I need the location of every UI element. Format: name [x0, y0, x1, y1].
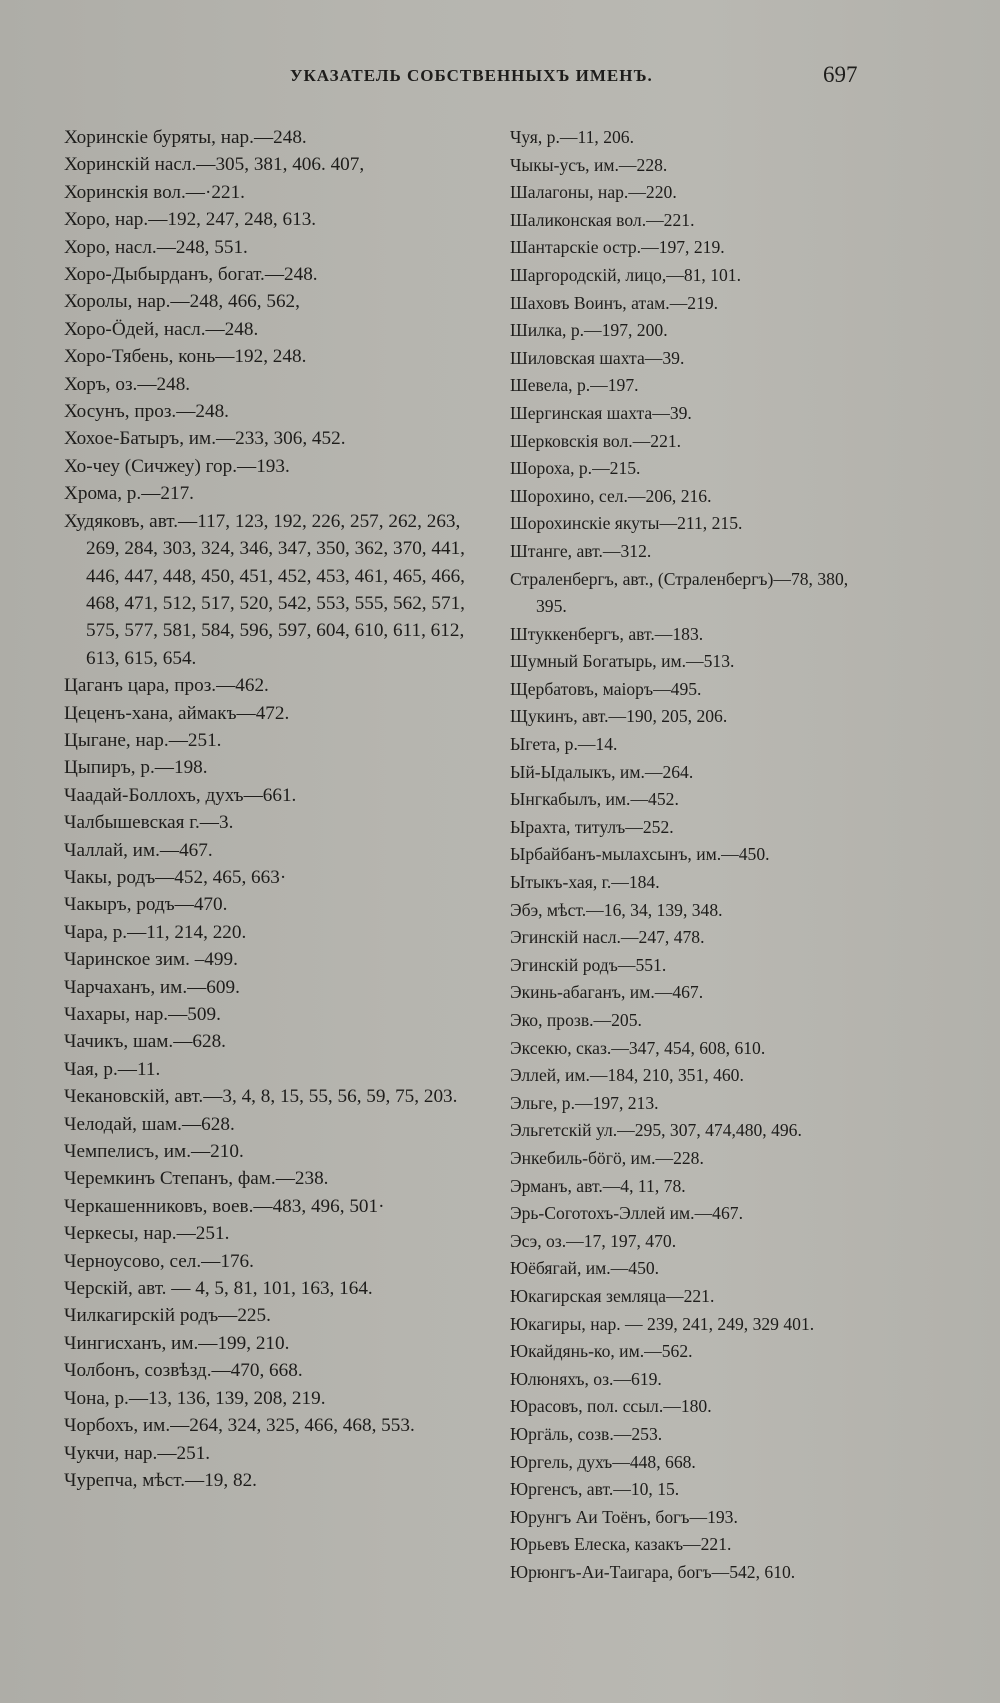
index-entry: Хоролы, нар.—248, 466, 562, [64, 291, 300, 313]
running-title: УКАЗАТЕЛЬ СОБСТВЕННЫХЪ ИМЕНЪ. [290, 66, 653, 85]
index-entry: Шантарскіе остр.—197, 219. [510, 237, 725, 258]
index-entry: Ынгкабылъ, им.—452. [510, 789, 679, 810]
index-entry: Хоро, насл.—248, 551. [64, 236, 248, 258]
index-entry: Чарчаханъ, им.—609. [64, 976, 240, 998]
index-entry: Черкашенниковъ, воев.—483, 496, 501· [64, 1195, 385, 1217]
index-entry: Чалбышевская г.—3. [64, 812, 234, 834]
index-entry: Юкагиры, нар. — 239, 241, 249, 329 401. [510, 1313, 815, 1334]
index-entry: Шергинская шахта—39. [510, 402, 692, 423]
index-entry: Чаадай-Боллохъ, духъ—661. [64, 784, 297, 806]
index-entry: Цаганъ цара, проз.—462. [64, 675, 269, 697]
index-entry: Чахары, нар.—509. [64, 1004, 221, 1025]
index-entry: Юргäль, созв.—253. [510, 1423, 663, 1444]
index-entry: Юрьевъ Елеска, казакъ—221. [510, 1534, 732, 1555]
index-entry: Эллей, им.—184, 210, 351, 460. [510, 1065, 744, 1086]
index-entry: Хоро, нар.—192, 247, 248, 613. [64, 209, 317, 231]
index-entry: Чая, р.—11. [64, 1058, 161, 1080]
index-entry: Хосунъ, проз.—248. [64, 401, 229, 423]
index-entry: Черкесы, нар.—251. [64, 1223, 230, 1245]
index-entry: Эбэ, мѣст.—16, 34, 139, 348. [510, 899, 723, 920]
index-entry: Хоро-Тябень, конь—192, 248. [64, 346, 307, 368]
index-entry: Страленбергъ, авт., (Страленбергъ)—78, 380, 395. [510, 568, 849, 617]
index-entry: Хоро-Öдей, насл.—248. [64, 318, 259, 340]
index-entry: Эльгетскій ул.—295, 307, 474,480, 496. [510, 1120, 802, 1141]
index-entry: Ырахта, титулъ—252. [510, 816, 674, 837]
index-entry: Шалагоны, нар.—220. [510, 182, 677, 203]
index-entry: Эксекю, сказ.—347, 454, 608, 610. [510, 1037, 766, 1058]
index-entry: Челодай, шам.—628. [64, 1113, 235, 1135]
index-entry: Цыгане, нар.—251. [64, 729, 222, 751]
index-entry: Юлюняхъ, оз.—619. [510, 1368, 662, 1389]
index-entry: Чемпелисъ, им.—210. [64, 1141, 244, 1163]
index-entry: Хоринскіе буряты, нар.—248. [64, 127, 307, 148]
index-entry: Юргенсъ, авт.—10, 15. [510, 1479, 680, 1500]
index-entry: Эрманъ, авт.—4, 11, 78. [510, 1175, 686, 1196]
index-entry: Чачикъ, шам.—628. [64, 1031, 226, 1053]
index-entry: Юёбягай, им.—450. [510, 1258, 660, 1279]
index-entry: Цыпиръ, р.—198. [64, 757, 208, 779]
index-entry: Шорохино, сел.—206, 216. [510, 485, 712, 506]
index-entry: Худяковъ, авт.—117, 123, 192, 226, 257, 262, 263, 269, 284, 303, 324, 346, 347, 350, 362, 370, 441, 446, 447, 448, 450, 451, 452, 453, 461, 465, 466, 468, 471, 512, 517, 520, 542, 553, 555, 562, 571, 575, 577, 581, 584, 596, 597, 604, 610, 611, 612, 613, 615, 654. [64, 510, 465, 669]
index-entry: Ырбайбанъ-мылахсынъ, им.—450. [510, 844, 770, 865]
index-entry: Эрь-Соготохъ-Эллей им.—467. [510, 1203, 743, 1224]
index-entry: Штуккенбергъ, авт.—183. [510, 623, 704, 644]
index-entry: Эгинскій родъ—551. [510, 954, 667, 975]
index-entry: Щербатовъ, маіоръ—495. [510, 678, 702, 699]
index-entry: Шаховъ Воинъ, атам.—219. [510, 292, 719, 313]
index-entry: Чолбонъ, созвѣзд.—470, 668. [64, 1360, 303, 1382]
index-entry: Чыкы-усъ, им.—228. [510, 154, 668, 175]
index-entry: Чингисханъ, им.—199, 210. [64, 1332, 290, 1354]
index-entry: Хоръ, оз.—248. [64, 373, 191, 395]
page-header [0, 62, 1000, 96]
index-entry: Шорохинскіе якуты—211, 215. [510, 513, 743, 534]
index-entry: Эльге, р.—197, 213. [510, 1092, 659, 1113]
index-entry: Чукчи, нар.—251. [64, 1442, 211, 1464]
index-entry: Шороха, р.—215. [510, 458, 641, 479]
index-column-right [510, 124, 880, 1586]
index-entry: Чона, р.—13, 136, 139, 208, 219. [64, 1387, 326, 1409]
index-entry: Хо-чеу (Сичжеу) гор.—193. [64, 455, 290, 477]
index-entry: Юрунгъ Аи Тоёнъ, богъ—193. [510, 1506, 738, 1527]
index-entry: Хоро-Дыбырданъ, богат.—248. [64, 264, 318, 286]
index-entry: Шаргородскій, лицо,—81, 101. [510, 264, 742, 285]
index-entry: Чекановскій, авт.—3, 4, 8, 15, 55, 56, 59, 75, 203. [64, 1086, 458, 1108]
index-entry: Шерковскія вол.—221. [510, 430, 682, 451]
index-entry: Черемкинъ Степанъ, фам.—238. [64, 1168, 329, 1190]
index-entry: Чурепча, мѣст.—19, 82. [64, 1469, 257, 1491]
index-entry: Чара, р.—11, 214, 220. [64, 921, 247, 943]
index-entry: Черскій, авт. — 4, 5, 81, 101, 163, 164. [64, 1278, 373, 1300]
index-entry: Щукинъ, авт.—190, 205, 206. [510, 706, 728, 727]
index-entry: Чакыръ, родъ—470. [64, 894, 228, 916]
index-entry: Шумный Богатырь, им.—513. [510, 651, 735, 672]
index-entry: Шиловская шахта—39. [510, 347, 685, 368]
page-number: 697 [823, 62, 858, 87]
index-entry: Эсэ, оз.—17, 197, 470. [510, 1230, 677, 1251]
index-entry: Хохое-Батыръ, им.—233, 306, 452. [64, 428, 346, 450]
index-entry: Экинь-абаганъ, им.—467. [510, 982, 704, 1003]
index-entry: Юрасовъ, пол. ссыл.—180. [510, 1396, 712, 1417]
index-entry: Чаллай, им.—467. [64, 839, 213, 861]
index-entry: Хрома, р.—217. [64, 483, 194, 505]
index-entry: Чакы, родъ—452, 465, 663· [64, 866, 287, 888]
index-entry: Чаринское зим. –499. [64, 949, 238, 971]
index-entry: Ыгета, р.—14. [510, 734, 618, 755]
index-entry: Юкайдянь-ко, им.—562. [510, 1341, 693, 1362]
index-entry: Цеценъ-хана, аймакъ—472. [64, 702, 290, 724]
index-entry: Юрюнгъ-Аи-Таигара, богъ—542, 610. [510, 1561, 796, 1582]
index-entry: Хоринскія вол.—·221. [64, 181, 245, 203]
index-entry: Ытыкъ-хая, г.—184. [510, 872, 660, 893]
index-entry: Штанге, авт.—312. [510, 540, 652, 561]
index-entry: Эгинскій насл.—247, 478. [510, 927, 705, 948]
index-entry: Ый-Ыдалыкъ, им.—264. [510, 761, 694, 782]
index-entry: Шаликонская вол.—221. [510, 209, 695, 230]
index-entry: Энкебиль-бöгö, им.—228. [510, 1147, 704, 1168]
index-entry: Чуя, р.—11, 206. [510, 127, 634, 147]
index-entry: Чорбохъ, им.—264, 324, 325, 466, 468, 553. [64, 1415, 415, 1437]
index-entry: Эко, прозв.—205. [510, 1010, 642, 1030]
index-entry: Чилкагирскій родъ—225. [64, 1305, 271, 1327]
index-entry: Хоринскій насл.—305, 381, 406. 407, [64, 154, 365, 176]
index-entry: Шилка, р.—197, 200. [510, 320, 668, 341]
index-column-left [64, 124, 484, 1494]
index-entry: Черноусово, сел.—176. [64, 1250, 254, 1272]
index-entry: Юкагирская земляца—221. [510, 1285, 715, 1306]
index-entry: Шевела, р.—197. [510, 375, 639, 396]
index-entry: Юргель, духъ—448, 668. [510, 1451, 696, 1472]
